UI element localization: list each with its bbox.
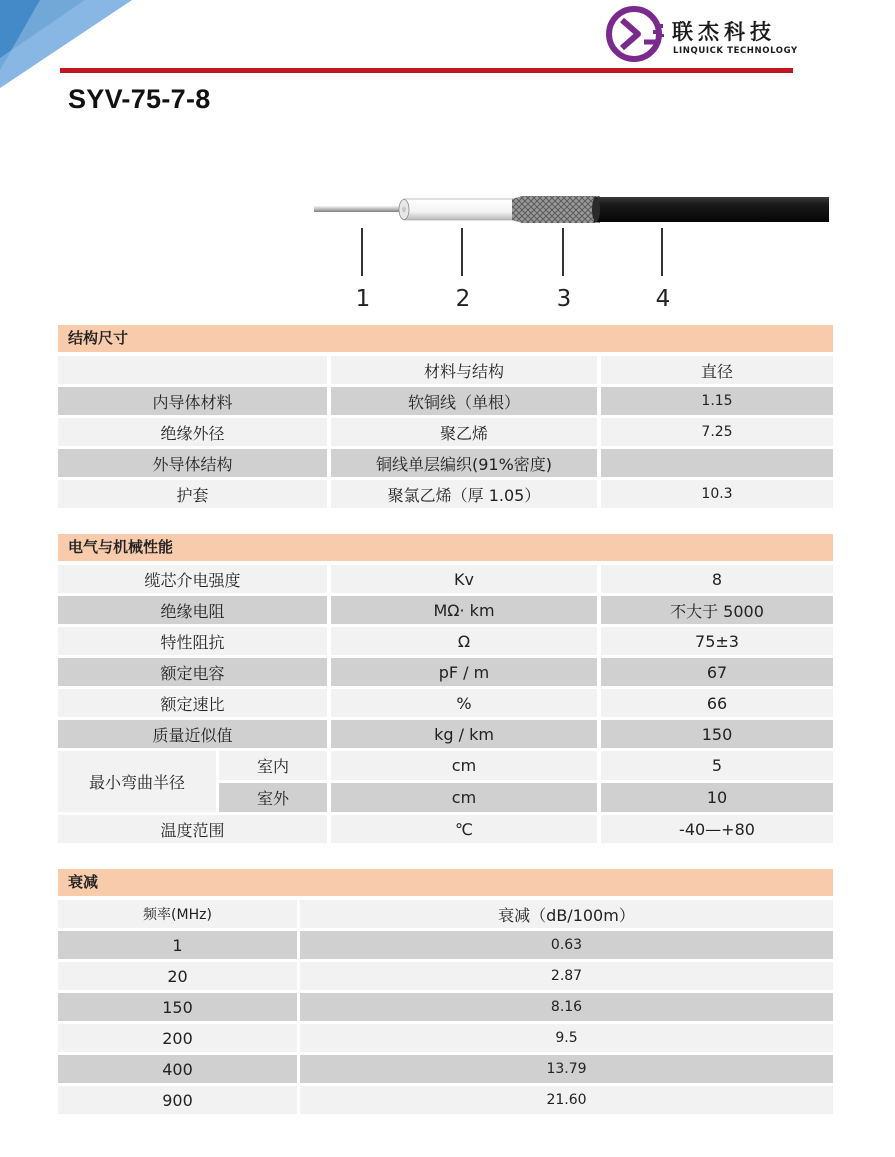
temperature-unit: ℃ (331, 815, 597, 843)
electrical-row-unit: Kv (331, 565, 597, 593)
electrical-row-name: 缆芯介电强度 (58, 565, 327, 593)
electrical-row-unit: Ω (331, 627, 597, 655)
electrical-row-unit: MΩ· km (331, 596, 597, 624)
page-title: SYV-75-7-8 (68, 84, 211, 114)
attenuation-header-atten: 衰减（dB/100m） (300, 900, 833, 928)
structure-row-name: 外导体结构 (58, 449, 327, 477)
electrical-row-name: 特性阻抗 (58, 627, 327, 655)
structure-section-heading: 结构尺寸 (58, 325, 833, 352)
bend-outdoor-unit: cm (331, 783, 597, 812)
attenuation-row-value: 13.79 (300, 1055, 833, 1083)
structure-row-material: 聚氯乙烯（厚 1.05） (331, 480, 597, 508)
temperature-value: -40—+80 (601, 815, 833, 843)
electrical-section-heading: 电气与机械性能 (58, 534, 833, 561)
electrical-row-value: 不大于 5000 (601, 596, 833, 624)
electrical-row-name: 绝缘电阻 (58, 596, 327, 624)
structure-header-material: 材料与结构 (331, 356, 597, 384)
structure-row-material: 软铜线（单根） (331, 387, 597, 415)
attenuation-header-freq: 频率(MHz) (58, 900, 297, 928)
cable-label-2: 2 (455, 286, 471, 312)
temperature-label: 温度范围 (58, 815, 327, 843)
bend-radius-label: 最小弯曲半径 (58, 751, 216, 812)
structure-row-material: 铜线单层编织(91%密度) (331, 449, 597, 477)
electrical-row-unit: % (331, 689, 597, 717)
attenuation-row-value: 21.60 (300, 1086, 833, 1114)
electrical-row-unit: pF / m (331, 658, 597, 686)
structure-row-value (601, 449, 833, 477)
attenuation-row-value: 8.16 (300, 993, 833, 1021)
attenuation-section-heading: 衰减 (58, 869, 833, 896)
structure-header-blank (58, 356, 327, 384)
electrical-row-value: 75±3 (601, 627, 833, 655)
structure-row-value: 10.3 (601, 480, 833, 508)
electrical-row-name: 额定速比 (58, 689, 327, 717)
structure-row-material: 聚乙烯 (331, 418, 597, 446)
bend-indoor-label: 室内 (219, 751, 327, 780)
electrical-row-value: 8 (601, 565, 833, 593)
structure-row-value: 1.15 (601, 387, 833, 415)
electrical-row-value: 150 (601, 720, 833, 748)
structure-row-name: 绝缘外径 (58, 418, 327, 446)
brand-name-en: LINQUICK TECHNOLOGY (673, 46, 798, 56)
attenuation-row-freq: 150 (58, 993, 297, 1021)
bend-outdoor-value: 10 (601, 783, 833, 812)
bend-indoor-unit: cm (331, 751, 597, 780)
attenuation-row-freq: 1 (58, 931, 297, 959)
structure-row-value: 7.25 (601, 418, 833, 446)
attenuation-row-freq: 200 (58, 1024, 297, 1052)
header-divider (60, 68, 793, 73)
structure-row-name: 护套 (58, 480, 327, 508)
attenuation-row-freq: 900 (58, 1086, 297, 1114)
cable-label-4: 4 (655, 286, 671, 312)
structure-header-diameter: 直径 (601, 356, 833, 384)
structure-row-name: 内导体材料 (58, 387, 327, 415)
bend-indoor-value: 5 (601, 751, 833, 780)
electrical-row-value: 67 (601, 658, 833, 686)
attenuation-row-freq: 20 (58, 962, 297, 990)
attenuation-row-value: 9.5 (300, 1024, 833, 1052)
cable-label-3: 3 (556, 286, 572, 312)
cable-label-1: 1 (355, 286, 371, 312)
electrical-row-name: 质量近似值 (58, 720, 327, 748)
electrical-row-unit: kg / km (331, 720, 597, 748)
electrical-row-name: 额定电容 (58, 658, 327, 686)
attenuation-row-value: 0.63 (300, 931, 833, 959)
bend-outdoor-label: 室外 (219, 783, 327, 812)
attenuation-row-freq: 400 (58, 1055, 297, 1083)
electrical-row-value: 66 (601, 689, 833, 717)
brand-name-cn: 联杰科技 (672, 20, 776, 44)
attenuation-row-value: 2.87 (300, 962, 833, 990)
